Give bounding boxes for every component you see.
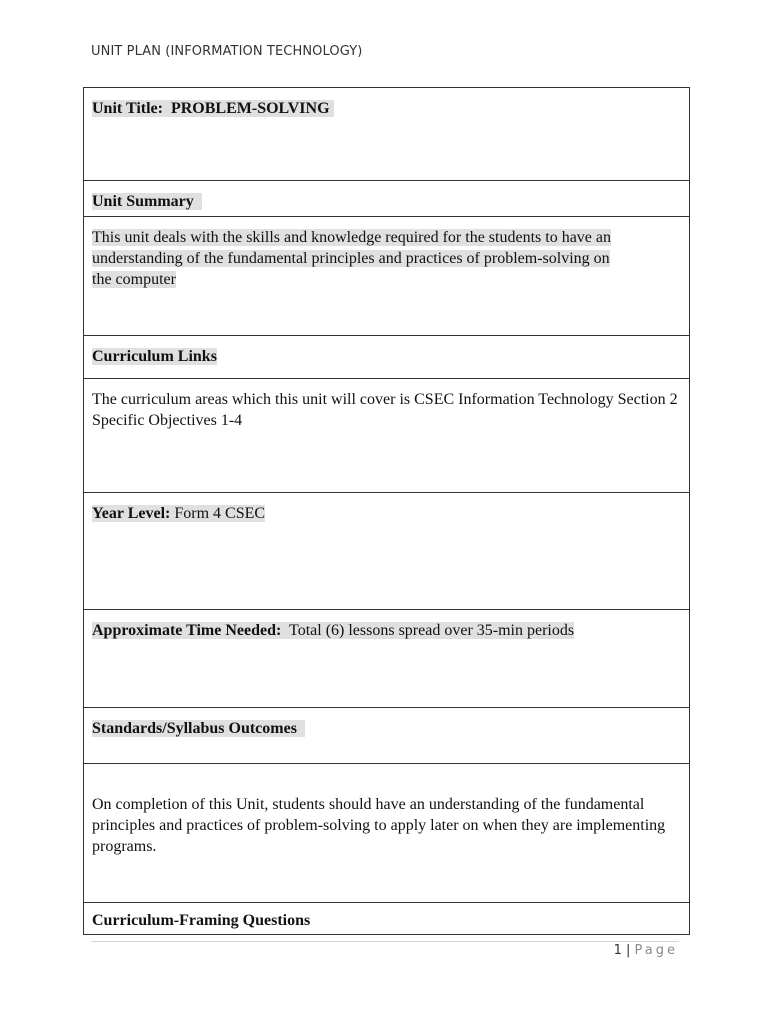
curriculum-links-label: Curriculum Links (92, 348, 217, 365)
unit-title-cell (84, 88, 690, 181)
framing-questions-label: Curriculum-Framing Questions (92, 912, 311, 929)
curriculum-links-label-row (84, 336, 690, 379)
standards-row (84, 764, 690, 903)
framing-questions-cell (84, 903, 690, 935)
unit-title-text (92, 100, 334, 117)
standards-cell (84, 764, 690, 903)
unit-summary-label: Unit Summary (92, 193, 194, 210)
unit-summary-row (84, 217, 690, 336)
time-needed-row (84, 610, 690, 708)
unit-title-row (84, 88, 690, 181)
framing-questions-row (84, 903, 690, 935)
curriculum-links-row (84, 379, 690, 493)
unit-summary-cell (84, 217, 690, 336)
year-level-label: Year Level: (92, 505, 171, 522)
unit-summary-label-row (84, 181, 690, 217)
unit-summary-label-cell (84, 181, 690, 217)
unit-summary-line-2: understanding of the fundamental principles and practices of problem-solving on (92, 250, 610, 267)
unit-summary-line-3: the computer (92, 271, 176, 288)
standards-label-cell (84, 708, 690, 764)
page-footer (614, 943, 678, 958)
unit-title-value: PROBLEM-SOLVING (170, 100, 330, 117)
standards-text: On completion of this Unit, students should have an understanding of the fundamental principles and practices of problem-solving to apply later on when they are implementing programs. (92, 796, 666, 855)
footer-divider (91, 941, 679, 942)
year-level-value: Form 4 CSEC (174, 505, 266, 522)
standards-label-row (84, 708, 690, 764)
year-level-cell (84, 493, 690, 610)
unit-plan-table (83, 87, 690, 935)
standards-label: Standards/Syllabus Outcomes (92, 720, 297, 737)
curriculum-links-text: The curriculum areas which this unit will cover is CSEC Information Technology Section 2 Specific Objectives 1-4 (92, 391, 678, 429)
curriculum-links-cell (84, 379, 690, 493)
page-word: Page (634, 943, 678, 958)
unit-summary-line-1: This unit deals with the skills and knowledge required for the students to have an (92, 229, 611, 246)
document-header: UNIT PLAN (INFORMATION TECHNOLOGY) (91, 44, 363, 59)
time-needed-cell (84, 610, 690, 708)
unit-title-label: Unit Title: (92, 100, 163, 117)
curriculum-links-label-cell (84, 336, 690, 379)
time-needed-label: Approximate Time Needed: (92, 622, 282, 639)
time-needed-value: Total (6) lessons spread over 35-min periods (289, 622, 575, 639)
year-level-row (84, 493, 690, 610)
page-number: 1 (613, 943, 622, 958)
page-separator: | (625, 943, 631, 958)
